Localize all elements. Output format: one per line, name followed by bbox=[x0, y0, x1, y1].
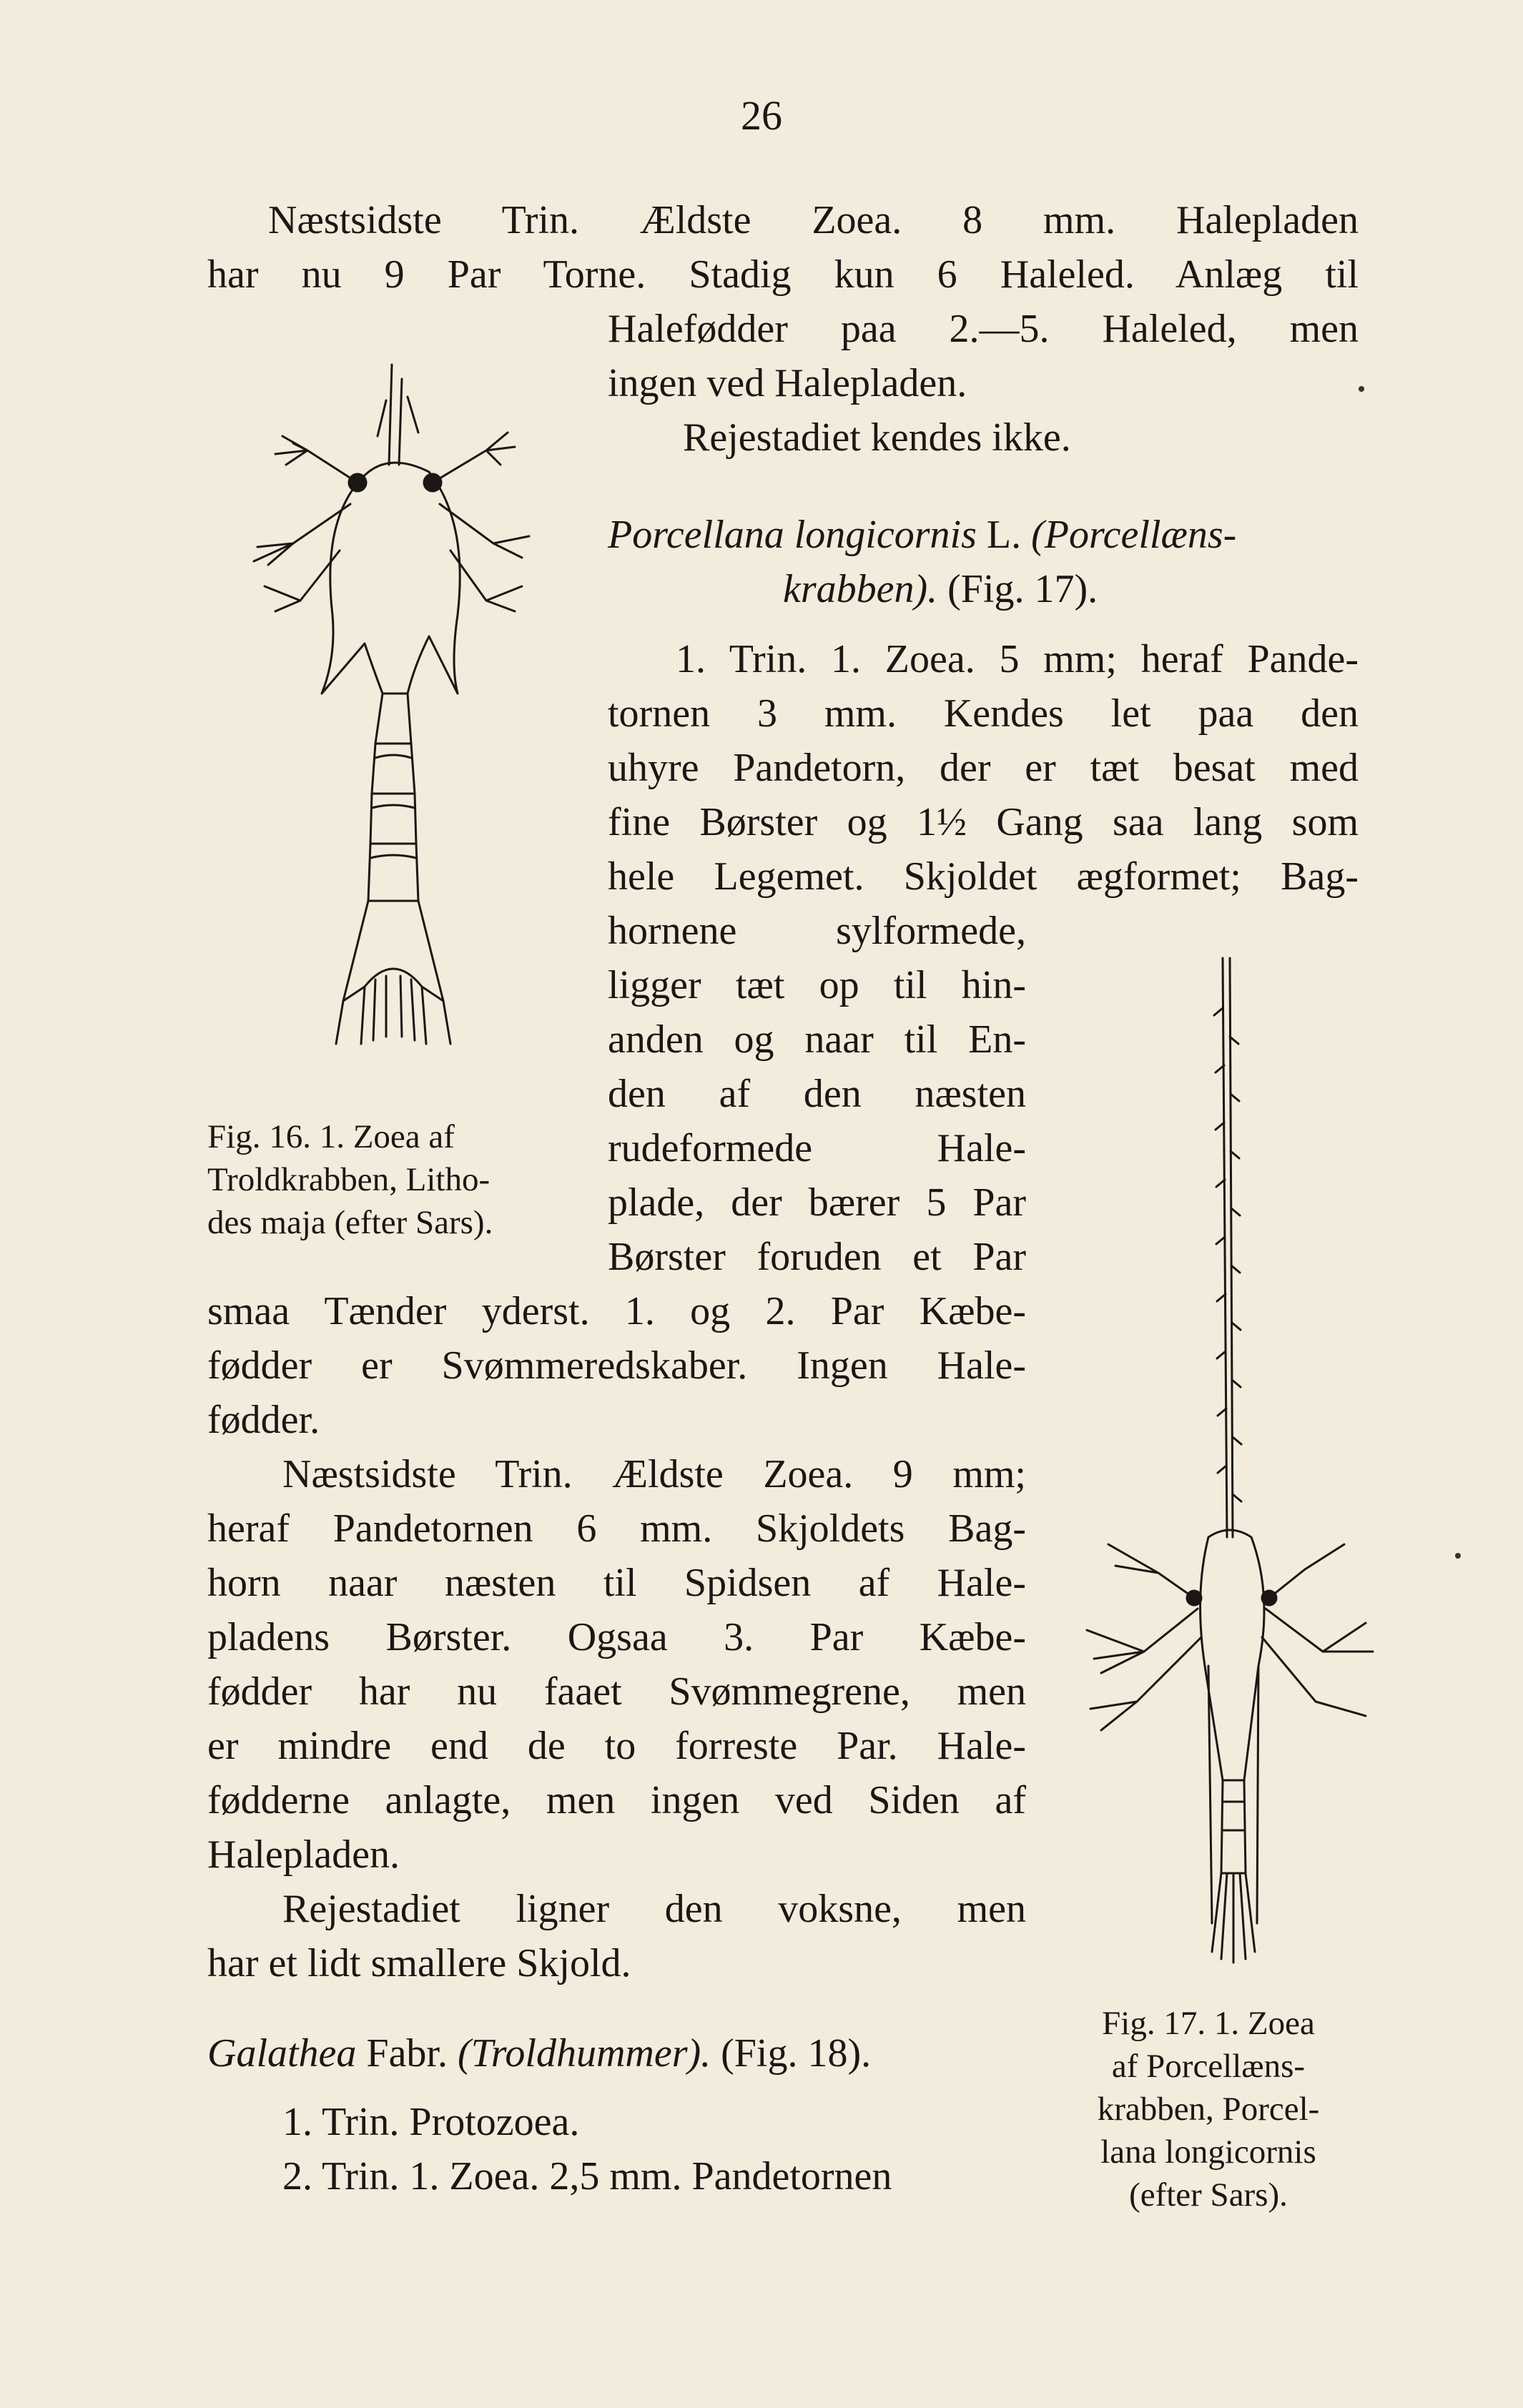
text-line: Næstsidste Trin. Ældste Zoea. 8 mm. Halepladen bbox=[268, 198, 1359, 242]
species-author: Fabr. bbox=[356, 2031, 458, 2076]
figure-caption-16: Troldkrabben, Litho- bbox=[207, 1161, 491, 1198]
text-line: er mindre end de to forreste Par. Hale- bbox=[207, 1724, 1026, 1768]
species-common-name-cont: krabben). bbox=[783, 567, 938, 611]
text-line: Næstsidste Trin. Ældste Zoea. 9 mm; bbox=[282, 1452, 1026, 1496]
text-line: horn naar næsten til Spidsen af Hale- bbox=[207, 1561, 1026, 1605]
text-line: heraf Pandetornen 6 mm. Skjoldets Bag- bbox=[207, 1506, 1026, 1551]
figure-caption-17: (efter Sars). bbox=[1129, 2176, 1288, 2214]
figure-16-illustration bbox=[215, 357, 572, 1101]
species-common-name: (Porcellæns- bbox=[1031, 513, 1237, 557]
text-line: plade, der bærer 5 Par bbox=[608, 1180, 1026, 1225]
figure-caption-17: lana longicornis bbox=[1100, 2133, 1316, 2171]
text-line: smaa Tænder yderst. 1. og 2. Par Kæbe- bbox=[207, 1289, 1026, 1333]
figure-caption-17: Fig. 17. 1. Zoea bbox=[1102, 2005, 1315, 2042]
text-line: anden og naar til En- bbox=[608, 1017, 1026, 1062]
figure-reference: (Fig. 18). bbox=[711, 2031, 872, 2076]
text-line: hornene sylformede, bbox=[608, 909, 1026, 953]
text-line: rudeformede Hale- bbox=[608, 1126, 1026, 1170]
text-line: 1. Trin. 1. Zoea. 5 mm; heraf Pande- bbox=[676, 637, 1359, 681]
species-heading-galathea bbox=[207, 2026, 871, 2081]
text-line: Børster foruden et Par bbox=[608, 1235, 1026, 1279]
text-line: ingen ved Halepladen. bbox=[608, 361, 967, 405]
text-line: har nu 9 Par Torne. Stadig kun 6 Haleled. Anlæg til bbox=[207, 252, 1359, 297]
text-line: pladens Børster. Ogsaa 3. Par Kæbe- bbox=[207, 1615, 1026, 1659]
species-name: Porcellana longicornis bbox=[608, 513, 977, 557]
species-heading-porcellana-cont bbox=[783, 562, 1098, 616]
species-heading-porcellana bbox=[608, 508, 1236, 562]
print-speck bbox=[1359, 386, 1364, 392]
figure-caption-16: des maja (efter Sars). bbox=[207, 1204, 493, 1241]
figure-caption-17: af Porcellæns- bbox=[1111, 2048, 1306, 2085]
species-name: Galathea bbox=[207, 2031, 357, 2076]
text-line: den af den næsten bbox=[608, 1072, 1026, 1116]
figure-caption-17: krabben, Porcel- bbox=[1097, 2091, 1320, 2128]
text-line: fine Børster og 1½ Gang saa lang som bbox=[608, 800, 1359, 844]
text-line: 1. Trin. Protozoea. bbox=[282, 2100, 580, 2144]
text-line: har et lidt smallere Skjold. bbox=[207, 1941, 631, 1985]
text-line: tornen 3 mm. Kendes let paa den bbox=[608, 691, 1359, 736]
print-speck bbox=[1455, 1553, 1461, 1559]
figure-reference: (Fig. 17). bbox=[937, 567, 1098, 611]
text-line: uhyre Pandetorn, der er tæt besat med bbox=[608, 746, 1359, 790]
text-line: Halepladen. bbox=[207, 1832, 400, 1877]
text-line: fødder. bbox=[207, 1398, 320, 1442]
text-line: fødder er Svømmeredskaber. Ingen Hale- bbox=[207, 1343, 1026, 1388]
figure-17-illustration bbox=[1058, 951, 1380, 1995]
text-line: 2. Trin. 1. Zoea. 2,5 mm. Pandetornen bbox=[282, 2154, 892, 2199]
text-line: Rejestadiet kendes ikke. bbox=[683, 415, 1071, 460]
species-common-name: (Troldhummer). bbox=[457, 2031, 711, 2076]
text-line: fødder har nu faaet Svømmegrene, men bbox=[207, 1669, 1026, 1714]
text-line: Halefødder paa 2.—5. Haleled, men bbox=[608, 307, 1359, 351]
figure-caption-16: Fig. 16. 1. Zoea af bbox=[207, 1118, 455, 1155]
text-line: hele Legemet. Skjoldet ægformet; Bag- bbox=[608, 854, 1359, 899]
text-line: ligger tæt op til hin- bbox=[608, 963, 1026, 1007]
text-line: fødderne anlagte, men ingen ved Siden af bbox=[207, 1778, 1026, 1822]
species-author: L. bbox=[976, 513, 1032, 557]
text-line: Rejestadiet ligner den voksne, men bbox=[282, 1887, 1026, 1931]
page-number: 26 bbox=[741, 92, 782, 139]
